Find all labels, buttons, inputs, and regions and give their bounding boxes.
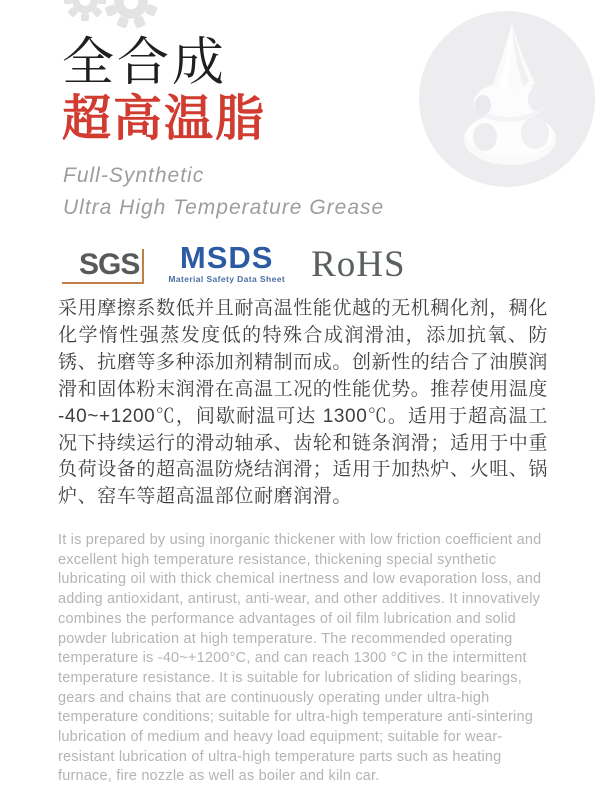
- rohs-logo-text: RoHS: [311, 244, 406, 285]
- description-chinese: 采用摩擦系数低并且耐高温性能优越的无机稠化剂，稠化化学惰性强蒸发度低的特殊合成润滑油，添加抗氧、防锈、抗磨等多种添加剂精制而成。创新性的结合了油膜润滑和固体粉末润滑在高温工况的性能优势。推荐使用温度 -40~+1200℃，间歇耐温可达 1300℃。适用于超高温工况下持续运行的滑动轴承、齿轮和链条润滑；适用于中重负荷设备的超高温防烧结润滑；适用于加热炉、火咀、锅炉、窑车等超高温部位耐磨润滑。: [58, 298, 549, 508]
- rohs-logo: [311, 246, 405, 284]
- page-subtitle: [63, 160, 384, 224]
- certification-logos: [62, 240, 406, 285]
- gear-icon: [63, 0, 107, 22]
- msds-logo: [168, 240, 286, 284]
- subtitle-en-line2: Ultra High Temperature Grease: [63, 196, 385, 219]
- msds-logo-caption: Material Safety Data Sheet: [168, 274, 286, 284]
- title-cn-line2: 超高温脂: [62, 92, 267, 146]
- gear-icon: [103, 0, 159, 30]
- page-title: [62, 34, 266, 146]
- msds-logo-text: MSDS: [179, 240, 274, 275]
- title-cn-line1: 全合成: [62, 34, 228, 92]
- product-photo: [419, 11, 595, 187]
- sgs-logo: [62, 249, 144, 284]
- description-english: It is prepared by using inorganic thickener with low friction coefficient and excellent high temperature resistance, thickening special synthetic lubricating oil with thick chemical inertness and low evaporation loss, and adding antioxidant, antirust, anti-wear, and other additives. It innovatively combines the performance advantages of oil film lubrication and solid powder lubrication at high temperature. The recommended operating temperature is -40~+1200°C, and can reach 1300 °C in the intermittent temperature resistance. It is suitable for lubrication of sliding bearings, gears and chains that are continuously operating under ultra-high temperature conditions; suitable for ultra-high temperature anti-sintering lubrication of medium and heavy load equipment; suitable for wear-resistant lubrication of ultra-high temperature parts such as heating furnace, fire nozzle as well as boiler and kiln car.: [58, 532, 542, 785]
- sgs-logo-text: SGS: [79, 248, 140, 281]
- subtitle-en-line1: Full-Synthetic: [63, 164, 205, 187]
- grease-dollop-image: [455, 17, 565, 177]
